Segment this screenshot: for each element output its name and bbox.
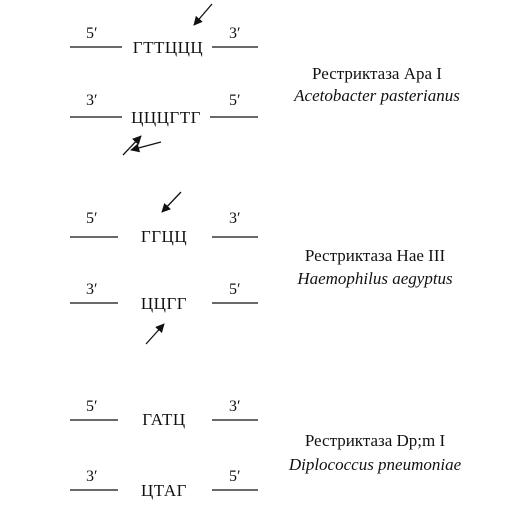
five-prime-label: 5′	[229, 468, 241, 485]
three-prime-label: 3′	[229, 210, 241, 227]
five-prime-label: 5′	[229, 281, 241, 298]
cleavage-arrow-bottom-secondary	[131, 142, 161, 150]
apa-i-top-sequence: ГТТЦЦЦ	[132, 38, 204, 57]
five-prime-label: 5′	[229, 92, 241, 109]
hae-iii-top-strand	[70, 192, 258, 246]
hae-iii-top-sequence: ГГЦЦ	[140, 227, 188, 246]
five-prime-label: 5′	[86, 210, 98, 227]
three-prime-label: 3′	[86, 92, 98, 109]
dpm-i-bottom-strand	[70, 468, 258, 500]
five-prime-label: 5′	[86, 398, 98, 415]
apa-i-block	[70, 4, 460, 155]
three-prime-label: 3′	[86, 281, 98, 298]
five-prime-label: 5′	[86, 25, 98, 42]
apa-i-organism: Acetobacter pasterianus	[294, 86, 460, 105]
hae-iii-block	[70, 192, 453, 344]
apa-i-bottom-strand	[70, 92, 258, 155]
three-prime-label: 3′	[229, 398, 241, 415]
three-prime-label: 3′	[86, 468, 98, 485]
hae-iii-bottom-strand	[70, 281, 258, 344]
hae-iii-bottom-sequence: ЦЦГГ	[140, 294, 188, 313]
dpm-i-bottom-sequence: ЦТАГ	[141, 481, 187, 500]
cleavage-arrow-top	[194, 4, 212, 25]
dpm-i-top-strand	[70, 398, 258, 429]
cleavage-arrow-bottom	[123, 136, 141, 155]
dpm-i-block	[70, 398, 462, 500]
cleavage-arrow-top	[162, 192, 181, 212]
hae-iii-enzyme-name: Рестриктаза Hae III	[304, 246, 446, 265]
hae-iii-organism: Haemophilus aegyptus	[297, 269, 453, 288]
three-prime-label: 3′	[229, 25, 241, 42]
apa-i-enzyme-name: Рестриктаза Apa I	[312, 64, 442, 83]
apa-i-top-strand	[70, 4, 258, 57]
dpm-i-enzyme-name: Рестриктаза Dp;m I	[304, 431, 446, 450]
dpm-i-organism: Diplococcus pneumoniae	[288, 455, 462, 474]
cleavage-arrow-bottom	[146, 324, 164, 344]
apa-i-bottom-sequence: ЦЦЦГТГ	[131, 108, 201, 127]
dpm-i-top-sequence: ГАТЦ	[142, 410, 186, 429]
